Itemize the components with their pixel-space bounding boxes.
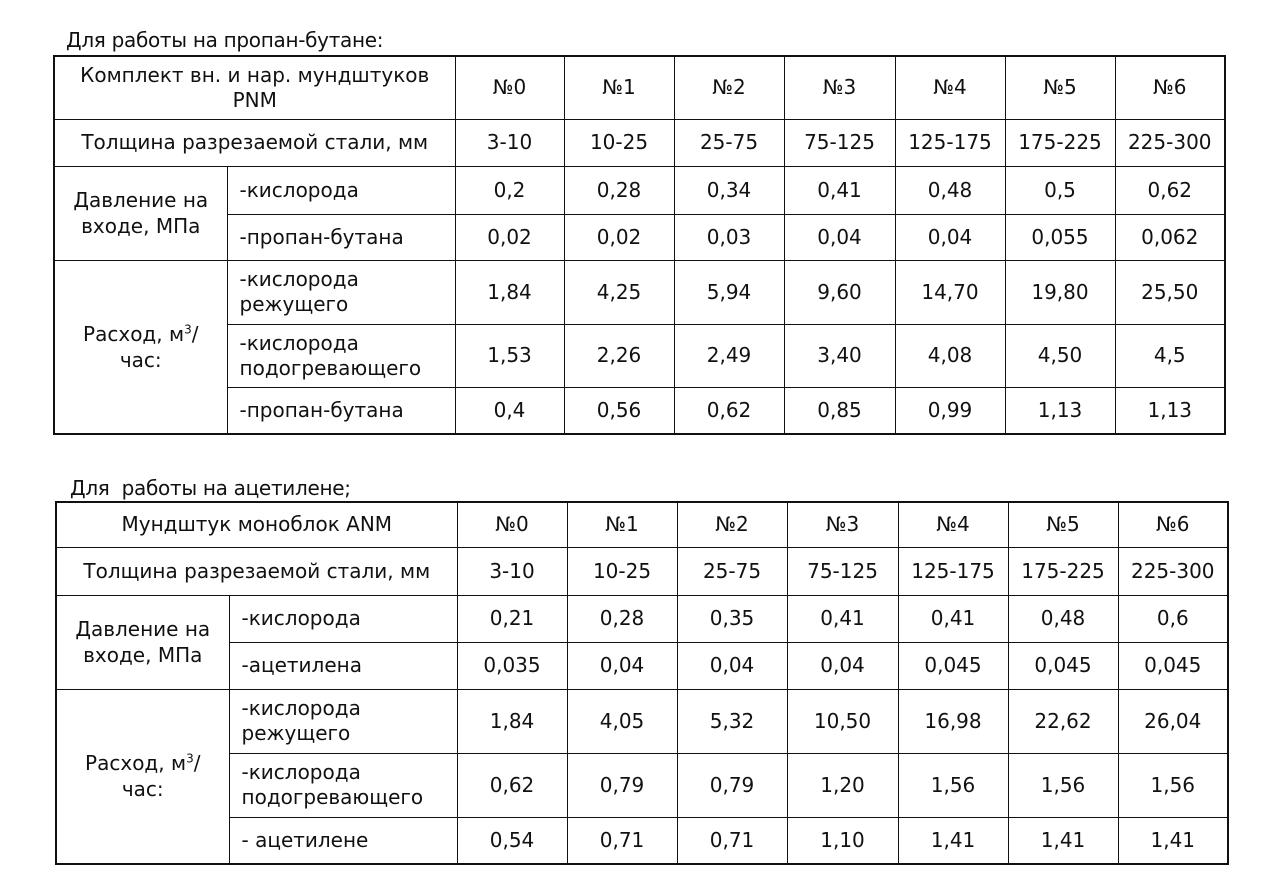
pressure-value: 0,04 <box>677 642 787 689</box>
thickness-value: 75-125 <box>784 119 895 166</box>
flow-label: Расход, $м^3$/час: <box>56 689 229 864</box>
column-header: №5 <box>1008 502 1118 547</box>
flow-value: 0,99 <box>895 387 1005 434</box>
pressure-value: 0,41 <box>898 595 1008 642</box>
pressure-value: 0,35 <box>677 595 787 642</box>
pressure-value: 0,28 <box>564 166 674 214</box>
pressure-value: 0,41 <box>784 166 895 214</box>
thickness-value: 125-175 <box>895 119 1005 166</box>
pressure-value: 0,48 <box>1008 595 1118 642</box>
pressure-row-label: -пропан-бутана <box>227 214 455 260</box>
column-header: №3 <box>787 502 898 547</box>
flow-value: 10,50 <box>787 689 898 753</box>
flow-row-label: -кислорода подогревающего <box>229 753 457 817</box>
column-header: №6 <box>1115 56 1225 119</box>
pressure-value: 0,02 <box>455 214 564 260</box>
flow-value: 0,62 <box>674 387 784 434</box>
flow-value: 2,26 <box>564 324 674 387</box>
column-header: №4 <box>898 502 1008 547</box>
flow-value: 26,04 <box>1118 689 1228 753</box>
pressure-value: 0,02 <box>564 214 674 260</box>
flow-value: 5,32 <box>677 689 787 753</box>
pressure-value: 0,62 <box>1115 166 1225 214</box>
flow-value: 4,5 <box>1115 324 1225 387</box>
pressure-value: 0,48 <box>895 166 1005 214</box>
pressure-value: 0,2 <box>455 166 564 214</box>
flow-value: 3,40 <box>784 324 895 387</box>
column-header: №3 <box>784 56 895 119</box>
thickness-value: 3-10 <box>457 547 567 595</box>
column-header: №2 <box>674 56 784 119</box>
thickness-value: 25-75 <box>677 547 787 595</box>
flow-value: 0,71 <box>567 817 677 864</box>
pressure-label: Давление на входе, МПа <box>54 166 227 260</box>
pressure-value: 0,03 <box>674 214 784 260</box>
thickness-value: 225-300 <box>1118 547 1228 595</box>
flow-value: 0,62 <box>457 753 567 817</box>
flow-value: 1,41 <box>898 817 1008 864</box>
pressure-row-label: -кислорода <box>227 166 455 214</box>
pressure-value: 0,062 <box>1115 214 1225 260</box>
flow-value: 1,84 <box>455 260 564 324</box>
flow-row-label: -кислорода режущего <box>227 260 455 324</box>
column-header: №0 <box>455 56 564 119</box>
flow-row-label: -пропан-бутана <box>227 387 455 434</box>
flow-value: 0,4 <box>455 387 564 434</box>
flow-value: 22,62 <box>1008 689 1118 753</box>
pressure-value: 0,04 <box>787 642 898 689</box>
thickness-value: 175-225 <box>1005 119 1115 166</box>
flow-value: 5,94 <box>674 260 784 324</box>
flow-value: 1,56 <box>898 753 1008 817</box>
kit-label: Комплект вн. и нар. мундштуков PNM <box>54 56 455 119</box>
flow-value: 4,50 <box>1005 324 1115 387</box>
pressure-row-label: -кислорода <box>229 595 457 642</box>
flow-row-label: - ацетилене <box>229 817 457 864</box>
flow-value: 0,71 <box>677 817 787 864</box>
propane-heading: Для работы на пропан-бутане: <box>66 28 384 52</box>
flow-value: 0,79 <box>567 753 677 817</box>
flow-value: 1,13 <box>1005 387 1115 434</box>
column-header: №6 <box>1118 502 1228 547</box>
flow-value: 19,80 <box>1005 260 1115 324</box>
thickness-value: 75-125 <box>787 547 898 595</box>
pressure-value: 0,035 <box>457 642 567 689</box>
acetylene-table <box>55 501 1229 865</box>
flow-value: 1,10 <box>787 817 898 864</box>
pressure-value: 0,045 <box>898 642 1008 689</box>
acetylene-heading: Для работы на ацетилене; <box>70 476 351 500</box>
flow-value: 9,60 <box>784 260 895 324</box>
column-header: №0 <box>457 502 567 547</box>
pressure-row-label: -ацетилена <box>229 642 457 689</box>
thickness-value: 175-225 <box>1008 547 1118 595</box>
flow-label: Расход, $м^3$/час: <box>54 260 227 434</box>
thickness-value: 25-75 <box>674 119 784 166</box>
flow-value: 16,98 <box>898 689 1008 753</box>
flow-value: 14,70 <box>895 260 1005 324</box>
pressure-value: 0,34 <box>674 166 784 214</box>
flow-value: 0,56 <box>564 387 674 434</box>
pressure-value: 0,04 <box>567 642 677 689</box>
thickness-value: 125-175 <box>898 547 1008 595</box>
flow-value: 1,20 <box>787 753 898 817</box>
flow-value: 25,50 <box>1115 260 1225 324</box>
pressure-value: 0,41 <box>787 595 898 642</box>
pressure-value: 0,055 <box>1005 214 1115 260</box>
column-header: №2 <box>677 502 787 547</box>
flow-value: 0,85 <box>784 387 895 434</box>
thickness-value: 3-10 <box>455 119 564 166</box>
thickness-label: Толщина разрезаемой стали, мм <box>56 547 457 595</box>
flow-value: 1,41 <box>1118 817 1228 864</box>
flow-value: 4,05 <box>567 689 677 753</box>
flow-value: 1,56 <box>1008 753 1118 817</box>
column-header: №4 <box>895 56 1005 119</box>
pressure-value: 0,04 <box>895 214 1005 260</box>
flow-value: 2,49 <box>674 324 784 387</box>
flow-value: 1,84 <box>457 689 567 753</box>
pressure-value: 0,045 <box>1118 642 1228 689</box>
flow-value: 1,56 <box>1118 753 1228 817</box>
flow-value: 4,08 <box>895 324 1005 387</box>
thickness-value: 10-25 <box>567 547 677 595</box>
pressure-value: 0,6 <box>1118 595 1228 642</box>
thickness-value: 225-300 <box>1115 119 1225 166</box>
flow-value: 1,41 <box>1008 817 1118 864</box>
flow-value: 4,25 <box>564 260 674 324</box>
flow-value: 1,13 <box>1115 387 1225 434</box>
pressure-value: 0,5 <box>1005 166 1115 214</box>
pressure-value: 0,04 <box>784 214 895 260</box>
column-header: №1 <box>567 502 677 547</box>
thickness-label: Толщина разрезаемой стали, мм <box>54 119 455 166</box>
pressure-value: 0,21 <box>457 595 567 642</box>
flow-row-label: -кислорода подогревающего <box>227 324 455 387</box>
flow-value: 0,79 <box>677 753 787 817</box>
pressure-value: 0,28 <box>567 595 677 642</box>
flow-value: 1,53 <box>455 324 564 387</box>
mouthpiece-label: Мундштук моноблок ANM <box>56 502 457 547</box>
propane-table <box>53 55 1226 435</box>
flow-row-label: -кислорода режущего <box>229 689 457 753</box>
pressure-label: Давление на входе, МПа <box>56 595 229 689</box>
pressure-value: 0,045 <box>1008 642 1118 689</box>
column-header: №1 <box>564 56 674 119</box>
flow-value: 0,54 <box>457 817 567 864</box>
thickness-value: 10-25 <box>564 119 674 166</box>
column-header: №5 <box>1005 56 1115 119</box>
